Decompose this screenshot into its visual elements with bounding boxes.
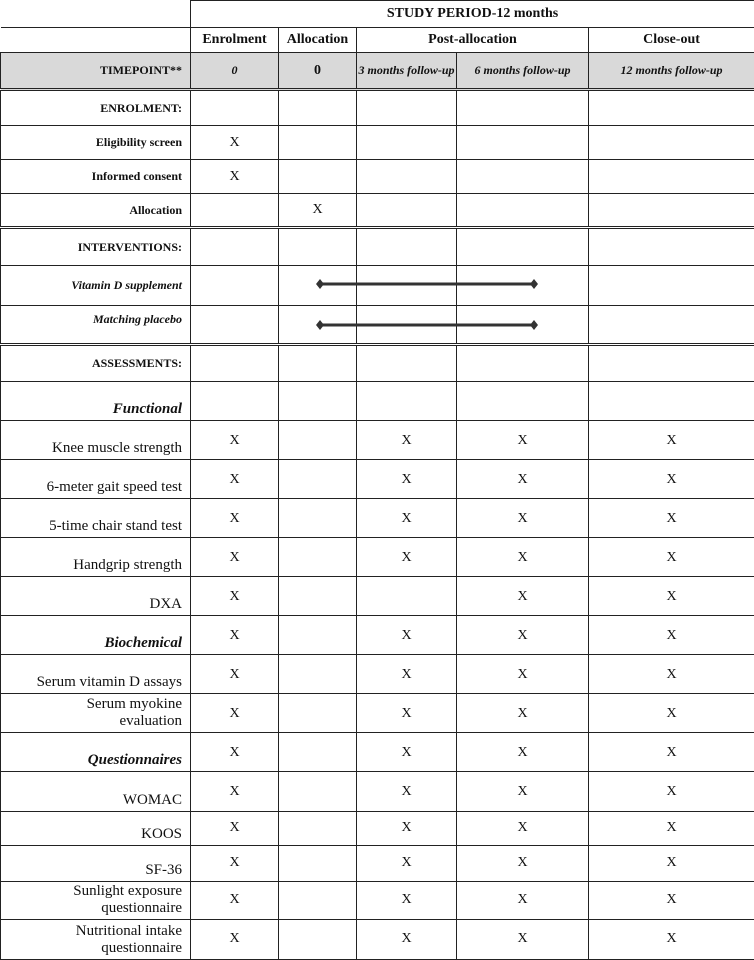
mark-cell: X [457, 881, 589, 919]
mark-cell [279, 498, 357, 537]
mark-cell: X [191, 498, 279, 537]
mark-cell: X [357, 881, 457, 919]
mark-cell: X [457, 459, 589, 498]
mark-cell [279, 919, 357, 959]
mark-cell: X [589, 772, 754, 811]
mark-cell: X [191, 577, 279, 616]
enrolment-title: ENROLMENT: [1, 90, 191, 126]
mark-cell: X [589, 694, 754, 733]
mark-cell [279, 538, 357, 577]
mark-cell [457, 126, 589, 160]
row-label: 6-meter gait speed test [1, 459, 191, 498]
mark-cell [279, 811, 357, 845]
mark-cell: X [457, 655, 589, 694]
mark-cell: X [589, 655, 754, 694]
mark-cell: X [457, 811, 589, 845]
mark-cell: X [589, 845, 754, 881]
row-label: Sunlight exposure questionnaire [1, 881, 191, 919]
mark-cell: X [191, 126, 279, 160]
group-functional: Functional [1, 381, 191, 420]
row-label: SF-36 [1, 845, 191, 881]
mark-cell: X [589, 538, 754, 577]
mark-cell [191, 194, 279, 228]
assessments-title: ASSESSMENTS: [1, 344, 191, 381]
header-blank-2 [1, 28, 191, 53]
mark-cell: X [589, 616, 754, 655]
mark-cell: X [191, 845, 279, 881]
row-label: Handgrip strength [1, 538, 191, 577]
mark-cell: X [457, 420, 589, 459]
timepoint-value: 0 [279, 53, 357, 90]
mark-cell: X [589, 459, 754, 498]
mark-cell: X [357, 420, 457, 459]
mark-cell: X [279, 194, 357, 228]
group-questionnaires: Questionnaires [1, 733, 191, 772]
mark-cell: X [457, 845, 589, 881]
mark-cell: X [191, 694, 279, 733]
timepoint-value: 3 months follow-up [357, 53, 457, 90]
mark-cell: X [457, 498, 589, 537]
mark-cell: X [191, 420, 279, 459]
mark-cell: X [191, 811, 279, 845]
mark-cell [279, 577, 357, 616]
mark-cell: X [589, 733, 754, 772]
mark-cell: X [457, 577, 589, 616]
row-label: Allocation [1, 194, 191, 228]
timepoint-label: TIMEPOINT** [1, 53, 191, 90]
mark-cell [279, 126, 357, 160]
col-close-out: Close-out [589, 28, 754, 53]
mark-cell: X [457, 919, 589, 959]
mark-cell: X [357, 616, 457, 655]
mark-cell [457, 194, 589, 228]
mark-cell: X [357, 845, 457, 881]
timepoint-value: 12 months follow-up [589, 53, 754, 90]
timepoint-value: 6 months follow-up [457, 53, 589, 90]
timepoint-value: 0 [191, 53, 279, 90]
mark-cell: X [191, 160, 279, 194]
mark-cell [279, 459, 357, 498]
mark-cell: X [191, 616, 279, 655]
mark-cell: X [357, 498, 457, 537]
mark-cell: X [191, 919, 279, 959]
intervention-placebo: Matching placebo [1, 305, 191, 344]
mark-cell [357, 160, 457, 194]
mark-cell: X [191, 772, 279, 811]
row-label: DXA [1, 577, 191, 616]
mark-cell: X [589, 498, 754, 537]
interventions-title: INTERVENTIONS: [1, 228, 191, 266]
mark-cell: X [357, 538, 457, 577]
mark-cell: X [191, 655, 279, 694]
mark-cell: X [589, 420, 754, 459]
mark-cell [279, 160, 357, 194]
row-label: WOMAC [1, 772, 191, 811]
col-allocation: Allocation [279, 28, 357, 53]
mark-cell [357, 194, 457, 228]
col-post-allocation: Post-allocation [357, 28, 589, 53]
row-label: Informed consent [1, 160, 191, 194]
mark-cell [589, 160, 754, 194]
mark-cell: X [357, 919, 457, 959]
row-label: Serum vitamin D assays [1, 655, 191, 694]
col-enrolment: Enrolment [191, 28, 279, 53]
mark-cell [279, 772, 357, 811]
mark-cell: X [357, 733, 457, 772]
row-label: KOOS [1, 811, 191, 845]
mark-cell [279, 616, 357, 655]
mark-cell: X [191, 733, 279, 772]
header-blank [1, 1, 191, 28]
study-period-header: STUDY PERIOD-12 months [191, 1, 754, 28]
mark-cell: X [457, 772, 589, 811]
mark-cell: X [357, 811, 457, 845]
mark-cell: X [357, 694, 457, 733]
mark-cell: X [457, 538, 589, 577]
mark-cell: X [457, 616, 589, 655]
mark-cell: X [457, 733, 589, 772]
mark-cell: X [357, 772, 457, 811]
mark-cell [357, 577, 457, 616]
mark-cell: X [357, 459, 457, 498]
mark-cell [279, 881, 357, 919]
mark-cell: X [191, 538, 279, 577]
mark-cell [279, 655, 357, 694]
mark-cell [589, 126, 754, 160]
mark-cell: X [589, 577, 754, 616]
mark-cell [457, 160, 589, 194]
row-label: 5-time chair stand test [1, 498, 191, 537]
mark-cell: X [589, 881, 754, 919]
mark-cell: X [589, 919, 754, 959]
mark-cell [589, 194, 754, 228]
mark-cell: X [357, 655, 457, 694]
row-label: Eligibility screen [1, 126, 191, 160]
mark-cell: X [589, 811, 754, 845]
mark-cell: X [191, 881, 279, 919]
mark-cell [279, 420, 357, 459]
mark-cell [279, 694, 357, 733]
mark-cell [357, 126, 457, 160]
mark-cell [279, 733, 357, 772]
mark-cell [279, 845, 357, 881]
row-label: Serum myokine evaluation [1, 694, 191, 733]
mark-cell: X [457, 694, 589, 733]
group-biochemical: Biochemical [1, 616, 191, 655]
intervention-vitamin-d: Vitamin D supplement [1, 266, 191, 305]
row-label: Knee muscle strength [1, 420, 191, 459]
row-label: Nutritional intake questionnaire [1, 919, 191, 959]
mark-cell: X [191, 459, 279, 498]
